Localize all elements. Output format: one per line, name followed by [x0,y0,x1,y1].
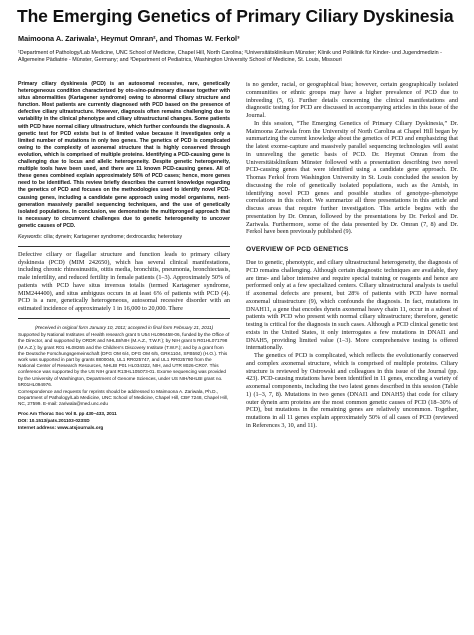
body-paragraph: The genetics of PCD is complicated, which reflects the evolutionarily conserved and complex axonemal structure, which is comprised of multiple proteins. Ciliary structure is reviewed by Ostrowski and colleagues in this issue of the Journal (pp. 423). PCD-causing mutations have been identified in 11 genes, encoding a variety of axonemal components, including the two latest genes described in this session (Table 1) (1–3, 7, 8). Mutations in two genes (DNAI1 and DNAH5) that code for ciliary outer dynein arm proteins are the most common genetic causes of PCD (18–30% of PCD), but mutations in the remaining genes are relatively uncommon. Together, mutations in all 11 genes explain approximately 50% of all cases of PCD (reviewed in References 3, 10, and 11). [246,352,458,429]
keywords-list: cilia; dynein; Kartagener syndrome; dextrocardia; heterotaxy [43,233,183,240]
section-heading: OVERVIEW OF PCD GENETICS [246,246,349,253]
body-paragraph: is no gender, racial, or geographical bias; however, certain geographically isolated communities or ethnic groups may have a higher prevalence of PCD due to inbreeding (5, 6). Further details concerning the clinical manifestations and diagnostic testing for PCD are discussed in accompanying articles in this issue of the Journal. [246,81,458,119]
received-dates: (Received in original form January 10, 2011; accepted in final form February 21, 2011) [34,324,214,330]
abstract-divider [18,246,230,247]
body-paragraph: Due to genetic, phenotypic, and ciliary ultrastructural heterogeneity, the diagnosis of PCD remains challenging. Although certain diagnostic techniques are available, they are time- and labor intensive and require special training or reagents and hence are performed only at a few specialized centers. Ciliary ultrastructural analysis is useful if axonemal defects are present, but 28% of patients with PCD have normal axonemal ultrastructure (9), which confounds the diagnosis. In fact, mutations in DNAH11, a gene that encodes dynein axonemal heavy chain 11, occur in a subset of patients with PCD who present with normal ciliary ultrastructure; therefore, genetic testing is critical for the diagnosis in such cases. Although a PCD clinical genetic test exists in the United States, it only interrogates a few mutations in DNAI1 and DNAH5, providing limited value (1–3). More comprehensive testing is offered internationally. [246,259,458,352]
article-title: The Emerging Genetics of Primary Ciliary Dyskinesia [17,6,454,26]
internet-address: Internet address: www.atsjournals.org [18,425,104,431]
footnote-divider [18,318,230,319]
correspondence-note: Correspondence and requests for reprints should be addressed to Maimoona A. Zariwala, Ph.D., Department of Pathology/Lab Medicine, UNC School of Medicine, Chapel Hill, CB# 7248, Chapel Hill, NC, 27599. E-mail: zariwala@med.unc.edu [18,389,229,407]
funding-note: Supported by National Institutes of Health research grant 5 U54 HL096458-06, funded by the Office of the Director, and supported by ORDR and NHLBI/NIH (M.A.Z., T.W.F.); by NIH grant 5 R01HL071798 (M.A.Z.); by grant R01 HL08265 and the Children's Discovery Institute (T.W.F.); and by a grant from the Deutsche Forschungsgemeinschaft (DFG OM 6/4, DFG OM 6/5, GRK1104, SFB592) (H.O.). This work was supported in part by grants 8800046, UL1 RR025747, and UL1 RR025780 from the National Center of Research Resources, NHLBI P01 HL034322, NIH, and UTR 8026-CR07. This conference was supported by the US NIH grant R13HL105073-01. Exome sequencing was provided by the University of Washington, Department of Genome Sciences, under US NIH/NHLBI grant no. 5R01HL094976. [18,332,230,387]
left-column [18,81,230,432]
affiliation-text: ¹Department of Pathology/Lab Medicine, UNC School of Medicine, Chapel Hill, North Carolina; ²Universitätsklinikum Münster; Klinik und Poliklinik für Kinder- und Jugendmedizin - Allgemeine Pädiatrie - Münster, Germany; and ³Department of Pediatrics, Washington University School of Medicine, St. Louis, Missouri [18,50,442,64]
intro-paragraph: Defective ciliary or flagellar structure and function leads to primary ciliary dyskinesia (PCD) (MIM 242650), which has several clinical manifestations, including chronic rhinosinusitis, otitis media, bronchitis, pneumonia, bronchiectasis, male infertility, and reduced fertility in female patients (1–3). Approximately 50% of patients with PCD have situs inversus totalis (termed Kartagener syndrome, MIM244400), and situs ambiguus occurs in at least 6% of patients with PCD (4). PCD is a rare, genetically heterogeneous, autosomal recessive disorder with an estimated incidence of approximately 1 in 16,000 to 20,000. There [18,250,230,313]
body-paragraph: In this session, “The Emerging Genetics of Primary Ciliary Dyskinesia,” Dr. Maimoona Zariwala from the University of North Carolina at Chapel Hill began by summarizing the current knowledge about the genetics of PCD and emphasizing that the latest exome-capture and massively parallel sequencing technologies will assist in unraveling the genetic basis of PCD. Dr. Heymut Omran from the Universitätsklinikum Münster followed with a presentation describing two novel PCD-causing genes that were identified using a candidate gene approach. Dr. Thomas Ferkol from Washington University in St. Louis concluded the session by discussing the role of genetically isolated populations, such as the Amish, in identifying novel PCD genes and possible studies of genotype–phenotype correlations in this cohort. We summarize all three presentations in this article and discuss areas that require further investigation. This article begins with the presentation by Dr. Omran, followed by the presentations by Dr. Ferkol and Dr. Zariwala. Furthermore, some of the data presented by Dr. Omran (7, 8) and Dr. Ferkol have been previously published (9). [246,119,458,236]
author-list: Maimoona A. Zariwala¹, Heymut Omran², and Thomas W. Ferkol³ [18,34,240,43]
right-column [246,81,458,430]
footnotes [18,325,230,431]
journal-citation: Proc Am Thorac Soc Vol 8. pp 430–433, 2011 [18,410,117,416]
keywords-label: Keywords: [18,233,43,240]
abstract: Primary ciliary dyskinesia (PCD) is an autosomal recessive, rare, genetically heterogeneous condition characterized by oto-sino-pulmonary disease together with situs abnormalities (Kartagener syndrome) owing to abnormal ciliary structure and function. Most patients are currently diagnosed with PCD based on the presence of defective ciliary ultrastructure. However, diagnosis often remains challenging due to variability in the clinical phenotype and ciliary ultrastructural changes. Some patients with PCD have normal ciliary ultrastructure, which further confounds the diagnosis. A genetic test for PCD exists but is of limited value because it investigates only a limited number of mutations in only two genes. The genetics of PCD is complicated owing to the complexity of axonemal structure that is highly conserved through evolution, which is comprised of multiple proteins. Identifying a PCD-causing gene is challenging due to locus and allelic heterogeneity. Despite genetic heterogeneity, multiple tools have been used, and there are 11 known PCD-causing genes. All of these genes combined explain approximately 50% of PCD cases; hence, more genes need to be identified. This review briefly describes the current knowledge regarding the genetics of PCD and focuses on the methodologies used to identify novel PCD-causing genes, including a candidate gene approach using model organisms, next-generation massively parallel sequencing techniques, and the use of genetically isolated populations. In conclusion, we demonstrate the multipronged approach that is necessary to circumvent challenges due to genetic heterogeneity to uncover genetic causes of PCD. [18,81,230,229]
keywords [18,234,230,241]
affiliations [18,50,458,64]
doi: DOI: 10.1513/pats.201103-023SD [18,417,90,423]
